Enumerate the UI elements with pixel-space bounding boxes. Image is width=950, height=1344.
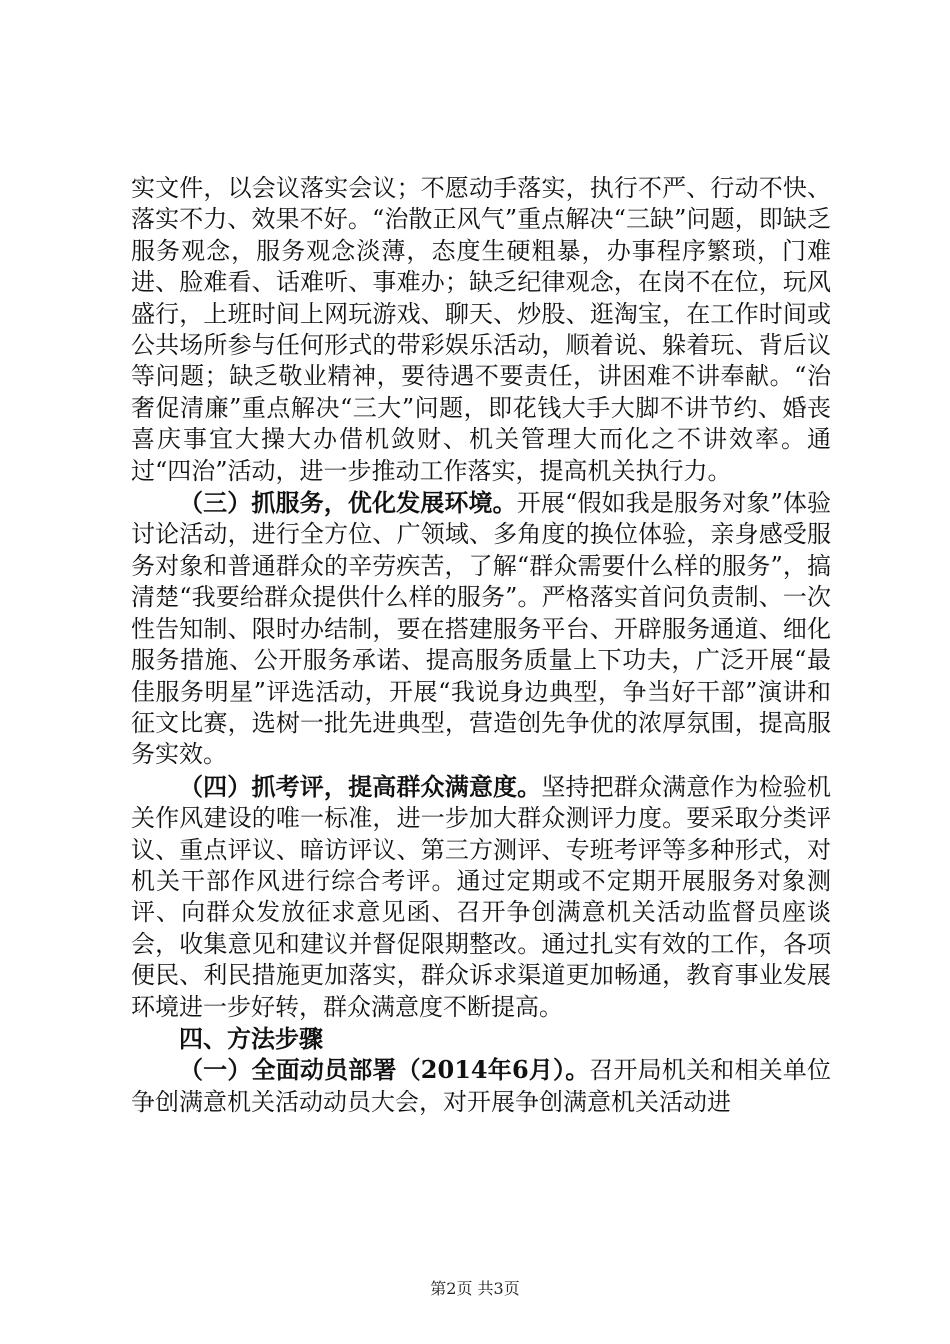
paragraph-evaluation xyxy=(131,771,831,1023)
document-body xyxy=(131,173,831,1118)
paragraph-service-title: （三）抓服务，优化发展环境。 xyxy=(179,488,517,518)
paragraph-mobilization xyxy=(131,1054,831,1118)
paragraph-service-body: 开展“假如我是服务对象”体验讨论活动，进行全方位、广领域、多角度的换位体验，亲身感受服务对象和普通群众的辛劳疾苦，了解“群众需要什么样的服务”，搞清楚“我要给群众提供什么样的服务”。严格落实首问负责制、一次性告知制、限时办结制，要在搭建服务平台、开辟服务通道、细化服务措施、公开服务承诺、提高服务质量上下功夫，广泛开展“最佳服务明星”评选活动，开展“我说身边典型，争当好干部”演讲和征文比赛，选树一批先进典型，营造创先争优的浓厚氛围，提高服务实效。 xyxy=(131,489,831,769)
paragraph-evaluation-body: 坚持把群众满意作为检验机关作风建设的唯一标准，进一步加大群众测评力度。要采取分类评议、重点评议、暗访评议、第三方测评、专班考评等多种形式，对机关干部作风进行综合考评。通过定期或不定期开展服务对象测评、向群众发放征求意见函、召开争创满意机关活动监督员座谈会，收集意见和建议并督促限期整改。通过扎实有效的工作，各项便民、利民措施更加落实，群众诉求渠道更加畅通，教育事业发展环境进一步好转，群众满意度不断提高。 xyxy=(131,772,832,1021)
paragraph-continuation: 实文件，以会议落实会议；不愿动手落实，执行不严、行动不快、落实不力、效果不好。“治散正风气”重点解决“三缺”问题，即缺乏服务观念，服务观念淡薄，态度生硬粗暴，办事程序繁琐，门难进、脸难看、话难听、事难办；缺乏纪律观念，在岗不在位，玩风盛行，上班时间上网玩游戏、聊天、炒股、逛淘宝，在工作时间或公共场所参与任何形式的带彩娱乐活动，顺着说、躲着玩、背后议等问题；缺乏敬业精神，要待遇不要责任，讲困难不讲奉献。“治奢促清廉”重点解决“三大”问题，即花钱大手大脚不讲节约、婚丧喜庆事宜大操大办借机敛财、机关管理大而化之不讲效率。通过“四治”活动，进一步推动工作落实，提高机关执行力。 xyxy=(131,174,831,485)
page-footer: 第2页 共3页 xyxy=(430,1279,520,1298)
paragraph-mobilization-body: 召开局机关和相关单位争创满意机关活动动员大会，对开展争创满意机关活动进 xyxy=(131,1056,831,1116)
section-heading: 四、方法步骤 xyxy=(179,1023,323,1053)
paragraph-service xyxy=(131,487,831,771)
paragraph-evaluation-title: （四）抓考评，提高群众满意度。 xyxy=(179,771,542,801)
paragraph-mobilization-title: （一）全面动员部署（2014年6月）。 xyxy=(179,1055,590,1085)
